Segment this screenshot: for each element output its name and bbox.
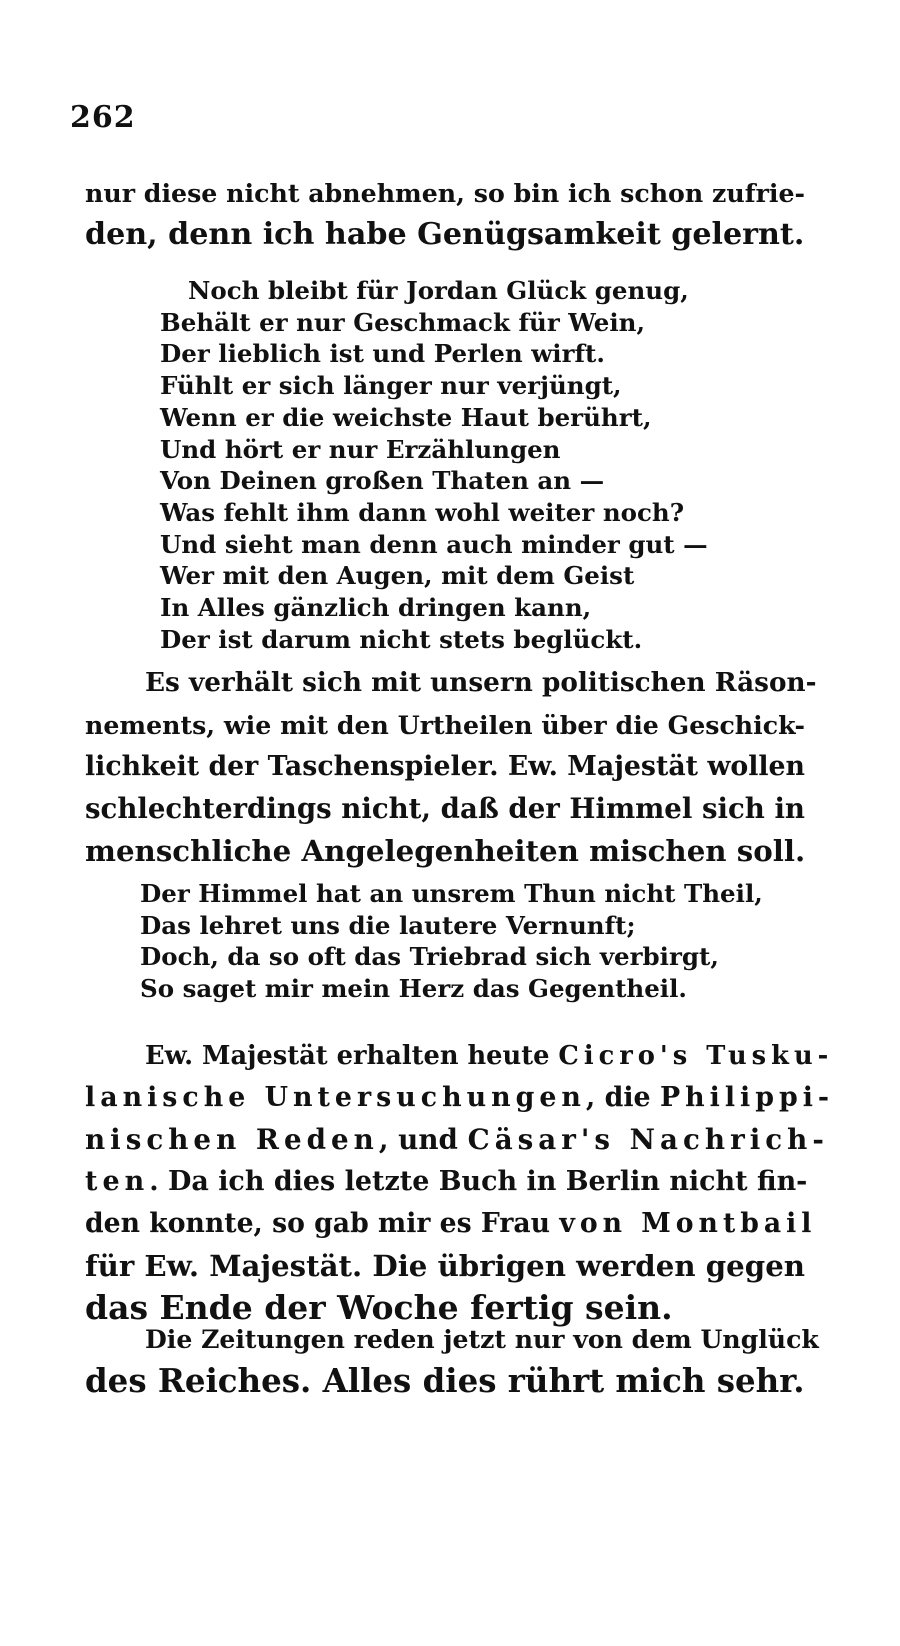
spaced-title: Philippi- [659, 1082, 835, 1113]
paragraph-4 [85, 1318, 819, 1402]
text-line: den, denn ich habe Genügsamkeit gelernt. [85, 217, 805, 252]
text-line: Die Zeitungen reden jetzt nur von dem Unglück [145, 1324, 819, 1354]
spaced-title: Cicro's Tusku- [558, 1041, 834, 1071]
paragraph-3 [85, 1035, 835, 1329]
text-line [85, 1035, 834, 1077]
verse-line: Der lieblich ist und Perlen wirft. [160, 339, 605, 369]
text-line [85, 1119, 829, 1161]
spaced-title: ten [85, 1166, 150, 1197]
verse-line: Wenn er die weichste Haut berührt, [160, 402, 652, 432]
verse-line: Was fehlt ihm dann wohl weiter noch? [160, 497, 685, 527]
verse-line: Behält er nur Geschmack für Wein, [160, 307, 646, 337]
page-number: 262 [70, 100, 136, 135]
verse-line: Und sieht man denn auch minder gut — [160, 529, 708, 559]
text-run: , die [585, 1082, 660, 1113]
paragraph-2 [85, 662, 817, 872]
text-line: des Reiches. Alles dies rührt mich sehr. [85, 1362, 805, 1400]
verse-line: Der ist darum nicht stets beglückt. [160, 624, 643, 654]
verse-line: In Alles gänzlich dringen kann, [160, 593, 592, 623]
spaced-title: lanische Untersuchungen [85, 1082, 586, 1113]
verse-line: Und hört er nur Erzählungen [160, 434, 561, 464]
verse-line: Fühlt er sich länger nur verjüngt, [160, 371, 622, 401]
verse-line: Der Himmel hat an unsrem Thun nicht Theil, [140, 879, 763, 908]
verse-line: Doch, da so oft das Triebrad sich verbirgt, [140, 942, 719, 972]
text-run: , und [378, 1123, 468, 1156]
verse-1 [160, 275, 708, 655]
verse-2 [140, 878, 763, 1005]
text-run: . Da ich dies letzte Buch in Berlin nicht fin- [149, 1166, 808, 1197]
spaced-name: von Montbail [559, 1208, 817, 1239]
verse-line: So saget mir mein Herz das Gegentheil. [140, 974, 687, 1004]
verse-line: Das lehret uns die lautere Vernunft; [140, 910, 636, 940]
verse-line: Noch bleibt für Jordan Glück genug, [188, 276, 689, 305]
text-line: Es verhält sich mit unsern politischen Räson- [145, 667, 817, 698]
paragraph-1 [85, 172, 805, 256]
text-line [85, 1203, 817, 1245]
text-line: nements, wie mit den Urtheilen über die Geschick- [85, 710, 805, 740]
text-line: das Ende der Woche fertig sein. [85, 1288, 673, 1327]
text-line [85, 1077, 835, 1119]
verse-line: Wer mit den Augen, mit dem Geist [160, 561, 635, 591]
spaced-title: nischen Reden [85, 1123, 379, 1156]
text-run: Ew. Majestät erhalten heute [145, 1041, 559, 1071]
text-line [85, 1161, 808, 1203]
spaced-title: Cäsar's Nachrich- [467, 1123, 829, 1156]
text-line: menschliche Angelegenheiten mischen soll. [85, 834, 806, 868]
verse-line: Von Deinen großen Thaten an — [160, 466, 605, 496]
text-line: nur diese nicht abnehmen, so bin ich schon zufrie- [85, 178, 805, 208]
text-run: den konnte, so gab mir es Frau [85, 1208, 560, 1239]
text-line: schlechterdings nicht, daß der Himmel sich in [85, 792, 805, 825]
text-line: für Ew. Majestät. Die übrigen werden gegen [85, 1249, 806, 1283]
text-line: lichkeit der Taschenspieler. Ew. Majestät wollen [85, 751, 805, 782]
